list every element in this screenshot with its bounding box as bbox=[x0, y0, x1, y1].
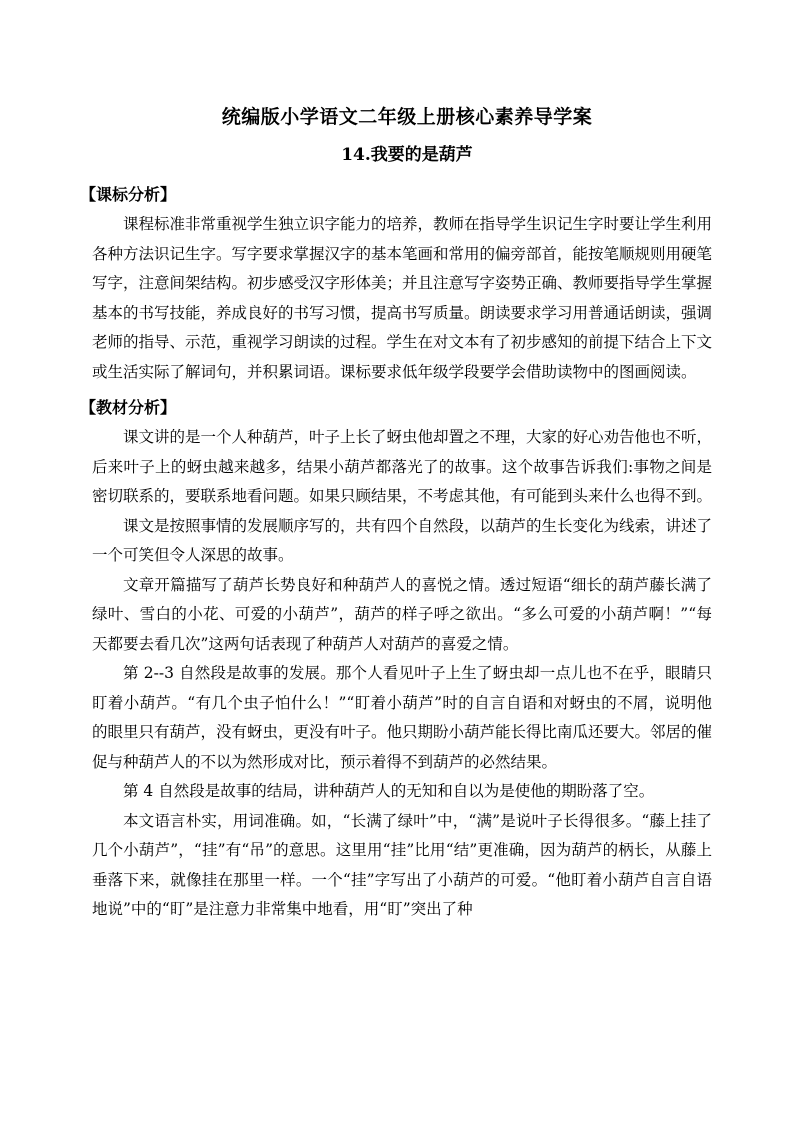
textbook-paragraph-1: 课文讲的是一个人种葫芦，叶子上长了蚜虫他却置之不理，大家的好心劝告他也不听，后来叶子上的蚜虫越来越多，结果小葫芦都落光了的故事。这个故事告诉我们:事物之间是密切联系的，要联系地看问题。如果只顾结果，不考虑其他，有可能到头来什么也得不到。 bbox=[92, 428, 713, 505]
section-heading-curriculum: 【课标分析】 bbox=[80, 185, 177, 204]
document-content bbox=[80, 98, 713, 925]
textbook-paragraph-3: 文章开篇描写了葫芦长势良好和种葫芦人的喜悦之情。透过短语“细长的葫芦藤长满了绿叶、雪白的小花、可爱的小葫芦”，葫芦的样子呼之欲出。“多么可爱的小葫芦啊！”“每天都要去看几次”这两句话表现了种葫芦人对葫芦的喜爱之情。 bbox=[92, 575, 712, 653]
lesson-title: 14.我要的是葫芦 bbox=[341, 145, 473, 165]
curriculum-paragraph: 课程标准非常重视学生独立识字能力的培养，教师在指导学生识记生字时要让学生利用各种方法识记生字。写字要求掌握汉字的基本笔画和常用的偏旁部首，能按笔顺规则用硬笔写字，注意间架结构。初步感受汉字形体美；并且注意写字姿势正确、教师要指导学生掌握基本的书写技能，养成良好的书写习惯，提高书写质量。朗读要求学习用普通话朗读，强调老师的指导、示范，重视学习朗读的过程。学生在对文本有了初步感知的前提下结合上下文或生活实际了解词句，并积累词语。课标要求低年级学段要学会借助读物中的图画阅读。 bbox=[92, 215, 713, 381]
textbook-paragraph-5: 第 4 自然段是故事的结局，讲种葫芦人的无知和自以为是使他的期盼落了空。 bbox=[123, 782, 655, 800]
textbook-paragraph-2: 课文是按照事情的发展顺序写的，共有四个自然段，以葫芦的生长变化为线索，讲述了一个可笑但令人深思的故事。 bbox=[92, 516, 713, 564]
textbook-paragraph-6: 本文语言朴实，用词准确。如，“长满了绿叶”中，“满”是说叶子长得很多。“藤上挂了几个小葫芦”，“挂”有“吊”的意思。这里用“挂”比用“结”更准确，因为葫芦的柄长，从藤上垂落下来，就像挂在那里一样。一个“挂”字写出了小葫芦的可爱。“他盯着小葫芦自言自语地说”中的“盯”是注意力非常集中地看，用“盯”突出了种 bbox=[92, 811, 712, 918]
document-title: 统编版小学语文二年级上册核心素养导学案 bbox=[221, 106, 593, 128]
textbook-paragraph-4: 第 2--3 自然段是故事的发展。那个人看见叶子上生了蚜虫却一点儿也不在乎，眼睛只盯着小葫芦。“有几个虫子怕什么！”“盯着小葫芦”时的自言自语和对蚜虫的不屑，说明他的眼里只有葫芦，没有蚜虫，更没有叶子。他只期盼小葫芦能长得比南瓜还要大。邻居的催促与种葫芦人的不以为然形成对比，预示着得不到葫芦的必然结果。 bbox=[92, 664, 713, 771]
section-heading-textbook: 【教材分析】 bbox=[80, 398, 177, 417]
